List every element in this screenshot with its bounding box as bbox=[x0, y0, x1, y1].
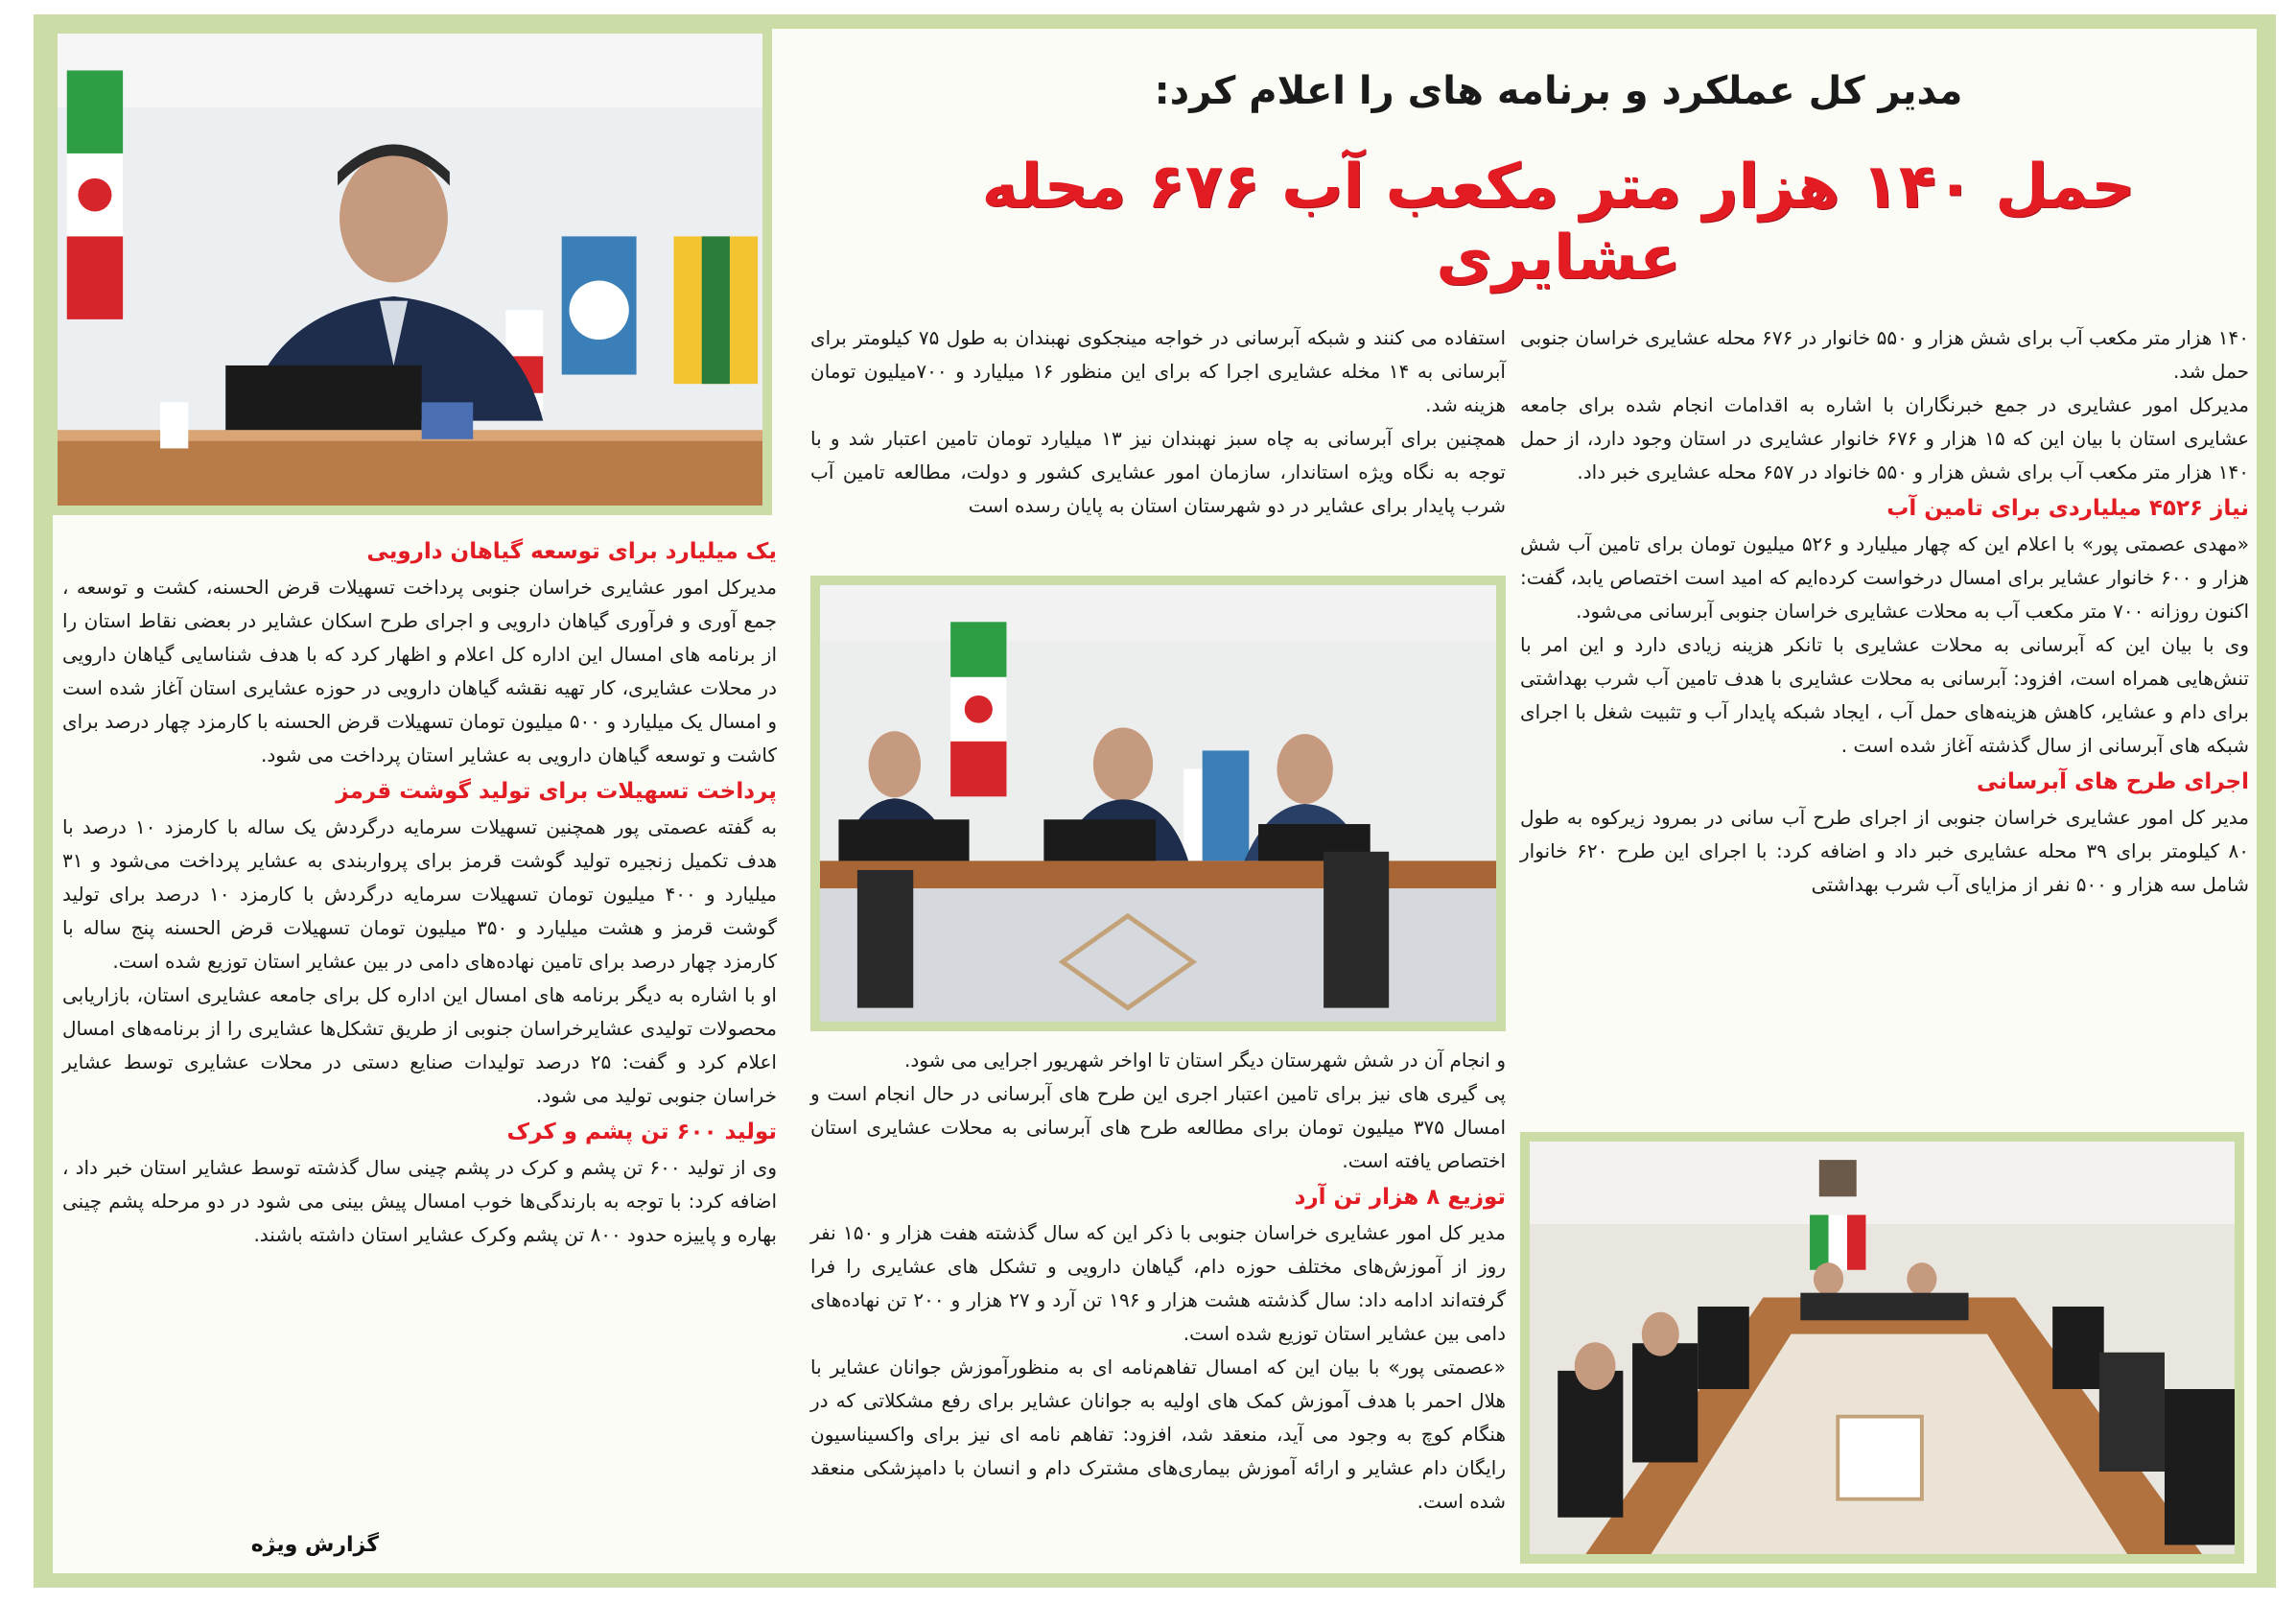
paragraph: مدیرکل امور عشایری خراسان جنوبی پرداخت تسهیلات قرض الحسنه، کشت و توسعه ، جمع آوری و فرآوری گیاهان دارویی و اجرای طرح اسکان عشایر در بعضی نقاط استان را از برنامه های امسال این اداره کل اعلام و اظهار کرد که با هدف شناسایی گیاهان دارویی در محلات عشایری، کار تهیه نقشه گیاهان دارویی در حوزه عشایری استان آغاز شده است و امسال یک میلیارد و ۵۰۰ میلیون تومان تسهیلات قرض الحسنه با کارمزد چهار درصد برای کاشت و توسعه گیاهان دارویی به عشایر استان پرداخت می شود. bbox=[62, 576, 778, 766]
paragraph: وی از تولید ۶۰۰ تن پشم و کرک در پشم چینی سال گذشته توسط عشایر استان خبر داد ، اضافه کرد: با توجه به بارندگی‌ها خوب امسال پیش بینی می شود در دو مرحله پشم چینی بهاره و پاییزه حدود ۸۰۰ تن پشم وکرک عشایر استان داشته باشند. bbox=[62, 1156, 777, 1246]
page-frame bbox=[34, 14, 2276, 1588]
headline-block bbox=[878, 56, 2239, 307]
article-sheet bbox=[53, 29, 2257, 1573]
photo-press-conference-image bbox=[820, 585, 1496, 1022]
paragraph: استفاده می کنند و شبکه آبرسانی در خواجه مینجکوی نهبندان به طول ۷۵ کیلومتر برای آبرسانی به ۱۴ مخله عشایری اجرا که برای این منظور ۱۶ میلیارد و ۷۰۰میلیون تومان هزینه شد. bbox=[810, 326, 1506, 416]
section-heading: اجرای طرح های آبرسانی bbox=[1977, 769, 2249, 794]
headline-title: حمل ۱۴۰ هزار متر مکعب آب ۶۷۶ محله عشایری bbox=[981, 152, 2136, 294]
paragraph: «مهدی عصمتی پور» با اعلام این که چهار میلیارد و ۵۲۶ میلیون تومان برای تامین آب شش هزار و ۶۰۰ خانوار عشایر برای امسال درخواست کردەایم که امید است اختصاص یابد، گفت: اکنون روزانه ۷۰۰ متر مکعب آب به محلات عشایری خراسان جنوبی آبرسانی می‌شود. bbox=[1520, 532, 2250, 623]
section-heading: توزیع ۸ هزار تن آرد bbox=[1294, 1185, 1506, 1210]
photo-director-speaking bbox=[48, 24, 772, 515]
paragraph: مدیرکل امور عشایری در جمع خبرنگاران با اشاره به اقدامات انجام شده برای جامعه عشایری استان با بیان این که ۱۵ هزار و ۶۷۶ خانوار عشایری در استان وجود دارد، از حمل ۱۴۰ هزار متر مکعب آب برای شش هزار و ۵۵۰ خانواد در ۶۵۷ محله عشایری خبر داد. bbox=[1520, 393, 2250, 483]
paragraph: به گفته عصمتی پور همچنین تسهیلات سرمایه درگردش یک ساله با کارمزد ۱۰ درصد با هدف تکمیل زنجیره تولید گوشت قرمز برای پرواربندی به عشایر پرداخت می‌شود و ۳۱ میلیارد و ۴۰۰ میلیون تومان تسهیلات سرمایه درگردش با کارمزد ۱۰ درصد برای تولید گوشت قرمز و هشت میلیارد و ۳۵۰ میلیون تومان تسهیلات قرض الحسنه پنج ساله با کارمزد چهار درصد برای تامین نهاده‌های دامی در بین عشایر استان توزیع شده است. bbox=[62, 815, 777, 973]
paragraph: «عصمتی پور» با بیان این که امسال تفاهم‌نامه ای به منظورآموزش جوانان عشایر با هلال احمر با هدف آموزش کمک های اولیه به جوانان عشایر برای رفع مشکلاتی که در هنگام کوچ به وجود می آید، منعقد شد، افزود: تفاهم نامه ای نیز برای واکسیناسیون رایگان دام عشایر و ارائه آموزش بیماری‌های مشترک دام و انسان با دامپزشکی منعقد شده است. bbox=[810, 1355, 1506, 1513]
paragraph: مدیر کل امور عشایری خراسان جنوبی از اجرای طرح آب سانی در بمرود زیرکوه به طول ۸۰ کیلومتر برای ۳۹ محله عشایری خبر داد و اضافه کرد: با اجرای این طرح ۶۲۰ خانوار شامل سه هزار و ۵۰۰ نفر از مزایای آب شرب بهداشتی bbox=[1520, 806, 2249, 896]
paragraph: پی گیری های نیز برای تامین اعتبار اجری این طرح های آبرسانی در حال انجام است و امسال ۳۷۵ میلیون تومان برای مطالعه طرح های آبرسانی به محلات عشایری استان اختصاص یافته است. bbox=[810, 1082, 1507, 1172]
paragraph: او با اشاره به دیگر برنامه های امسال این اداره کل برای جامعه عشایری استان، بازاریابی محصولات تولیدی عشایرخراسان جنوبی از طریق تشکل‌ها عشایری را از برنامه‌های امسال اعلام کرد و گفت: ۲۵ درصد تولیدات صنایع دستی در محلات عشایری توسط عشایر خراسان جنوبی تولید می شود. bbox=[62, 983, 777, 1107]
article-column-middle-top bbox=[810, 321, 1506, 566]
paragraph: مدیر کل امور عشایری خراسان جنوبی با ذکر این که سال گذشته هفت هزار و ۱۵۰ نفر روز از آموزش‌های مختلف حوزه دام، گیاهان دارویی و تشکل های عشایری را فرا گرفته‌اند ادامه داد: سال گذشته هشت هزار و ۱۹۶ تن آرد و ۲۷ هزار و ۲۰۰ تن نهاده‌های دامی بین عشایر استان توزیع شده است. bbox=[810, 1221, 1507, 1345]
photo-director-speaking-image bbox=[58, 34, 762, 506]
paragraph: وی با بیان این که آبرسانی به محلات عشایری با تانکر هزینه زیادی دارد و این امر با تنش‌هایی همراه است، افزود: آبرسانی به محلات عشایری با هدف تامین آب شرب بهداشتی برای دام و عشایر، کاهش هزینه‌های حمل آب ، ایجاد شبکه پایدار آب و تثبیت شغل با اجرای شبکه های آبرسانی از سال گذشته آغاز شده است . bbox=[1520, 633, 2249, 757]
paragraph: ۱۴۰ هزار متر مکعب آب برای شش هزار و ۵۵۰ خانوار در ۶۷۶ محله عشایری خراسان جنوبی حمل شد. bbox=[1520, 326, 2250, 383]
section-heading: پرداخت تسهیلات برای تولید گوشت قرمز bbox=[336, 779, 777, 804]
paragraph: و انجام آن در شش شهرستان دیگر استان تا اواخر شهریور اجرایی می شود. bbox=[903, 1049, 1506, 1072]
article-column-middle-bottom bbox=[810, 1044, 1506, 1571]
section-heading: تولید ۶۰۰ تن پشم و کرک bbox=[506, 1120, 777, 1144]
photo-meeting-room-image bbox=[1530, 1142, 2235, 1554]
article-column-right bbox=[1520, 321, 2249, 1127]
headline-kicker: مدیر کل عملکرد و برنامه های را اعلام کرد: bbox=[1154, 69, 1963, 113]
section-heading: نیاز ۴۵۲۶ میلیاردی برای تامین آب bbox=[1886, 496, 2249, 521]
article-column-left bbox=[62, 532, 777, 1525]
paragraph: همچنین برای آبرسانی به چاه سبز نهبندان نیز ۱۳ میلیارد تومان تامین اعتبار شد و با توجه به نگاه ویژه استاندار، سازمان امور عشایری کشور و دولت، مطالعه تامین آب شرب پایدار برای عشایر در دو شهرستان استان به پایان رسده است bbox=[810, 427, 1506, 517]
photo-press-conference bbox=[810, 576, 1506, 1031]
photo-meeting-room bbox=[1520, 1132, 2244, 1564]
section-heading: یک میلیارد برای توسعه گیاهان دارویی bbox=[366, 539, 777, 564]
byline: گزارش ویژه bbox=[250, 1533, 379, 1557]
